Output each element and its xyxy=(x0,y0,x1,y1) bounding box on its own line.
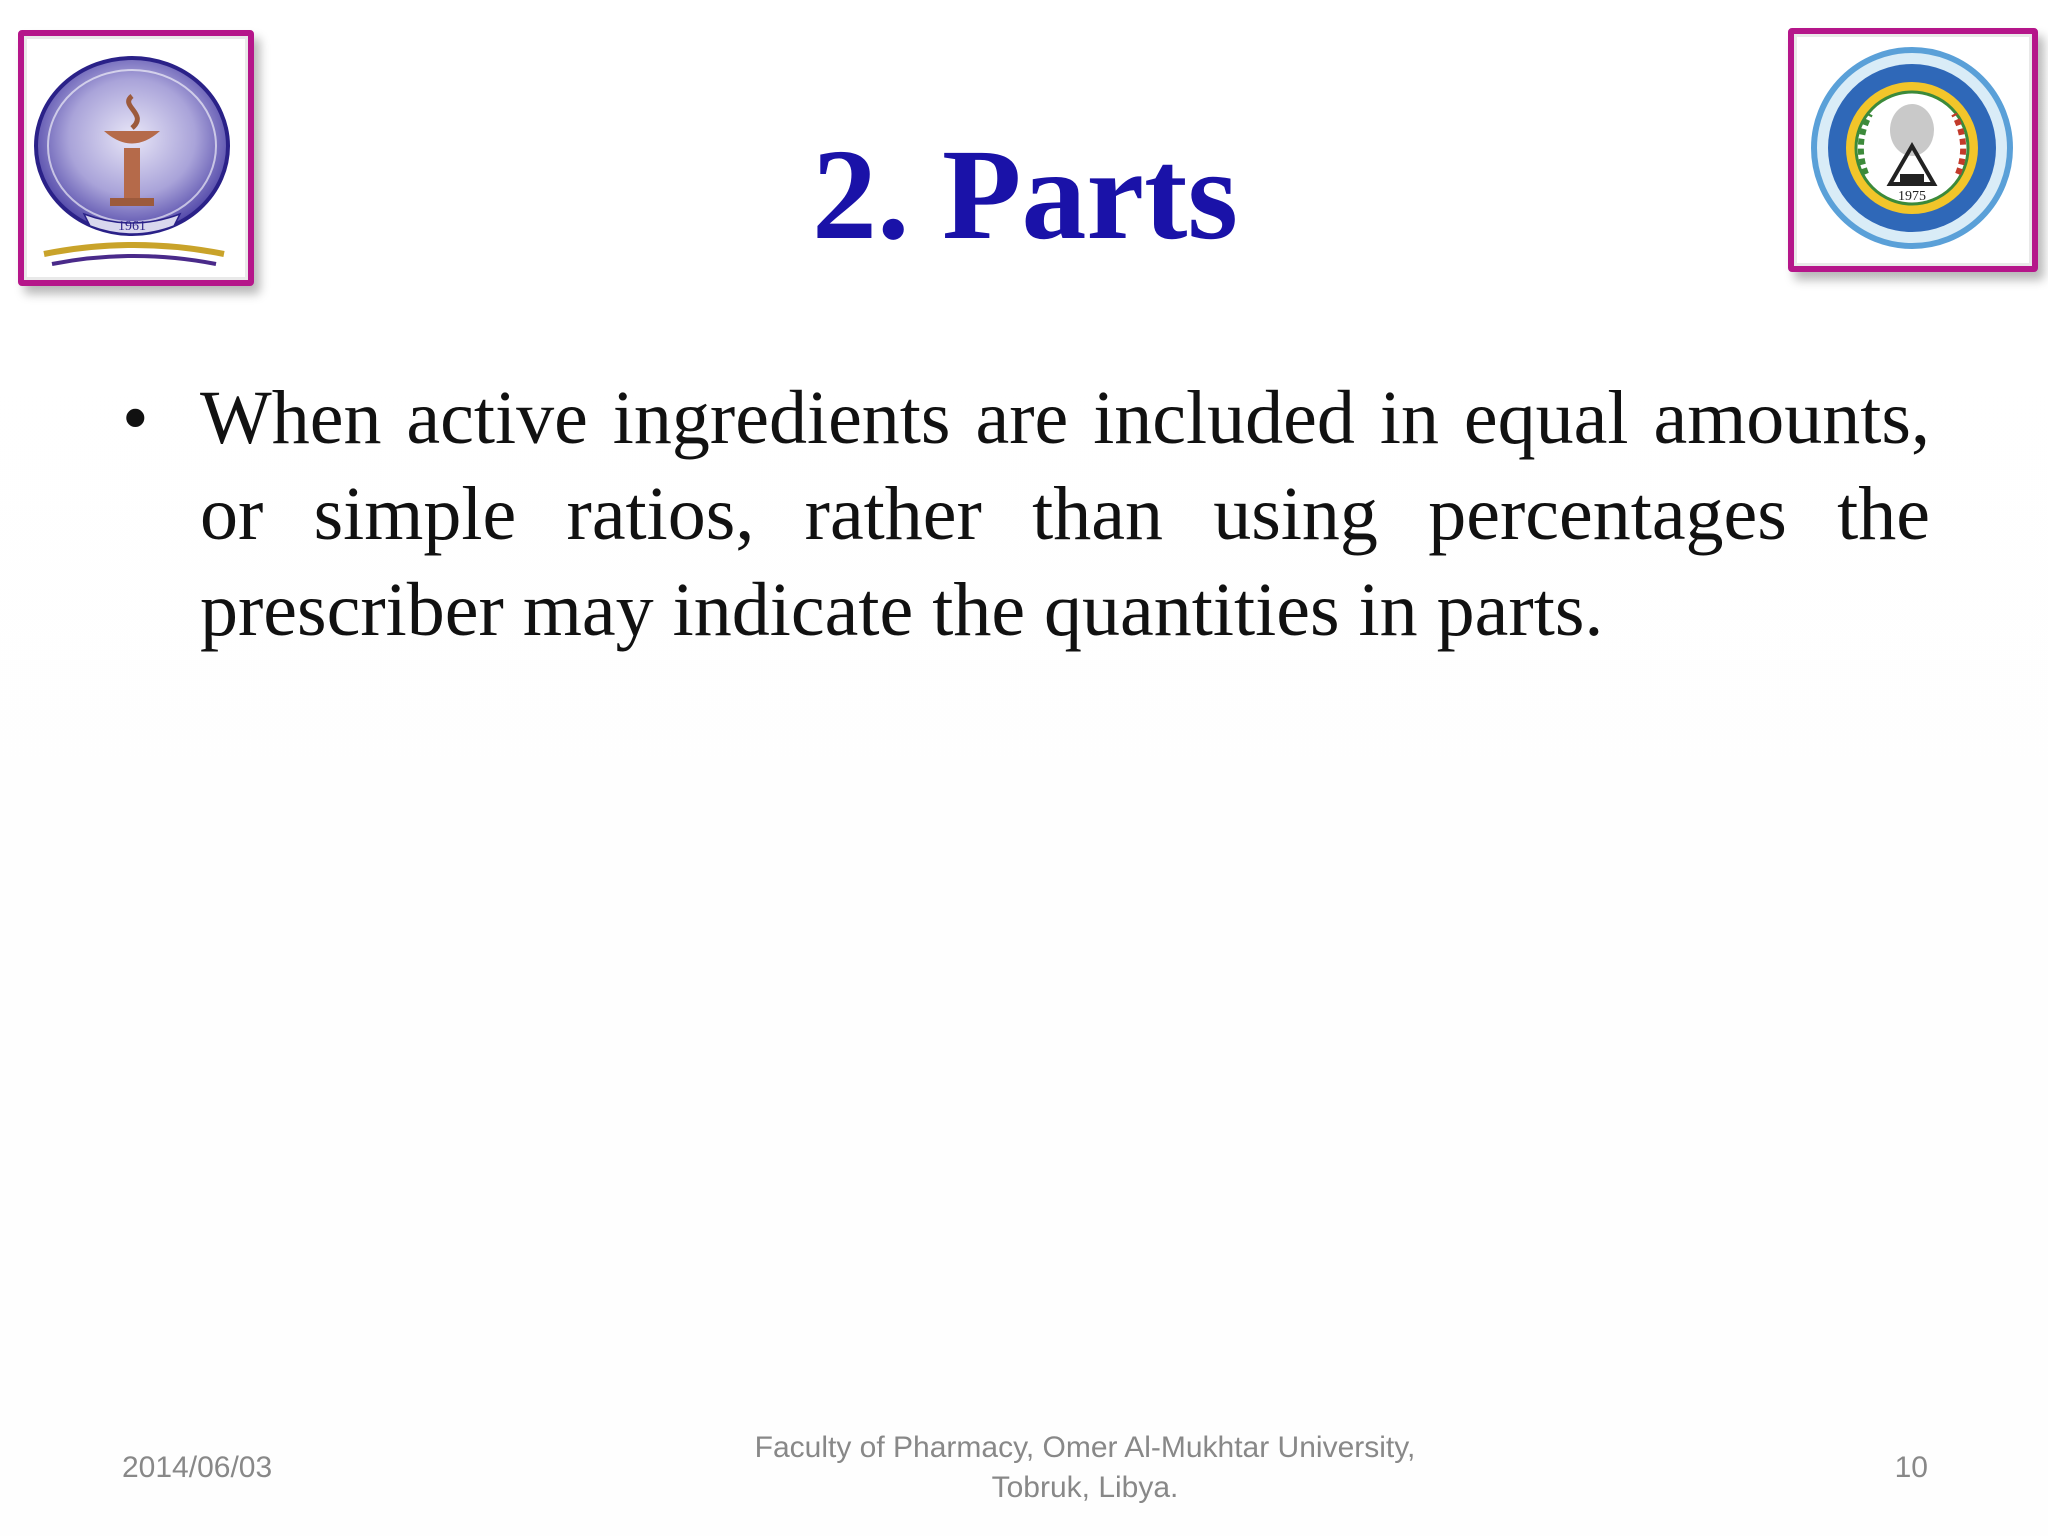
slide-body xyxy=(120,370,1930,658)
bullet-item xyxy=(120,370,1930,658)
bullet-text: When active ingredients are included in equal amounts, or simple ratios, rather than using percentages the prescriber may indicate the quantities in parts. xyxy=(200,376,1930,652)
footer-institution xyxy=(640,1428,1530,1508)
footer-institution-line1: Faculty of Pharmacy, Omer Al-Mukhtar University, xyxy=(754,1431,1416,1464)
bullet-icon: • xyxy=(122,376,149,460)
page-number: 10 xyxy=(1894,1451,1928,1484)
footer-institution-line2: Tobruk, Libya. xyxy=(991,1471,1179,1504)
svg-text:1961: 1961 xyxy=(118,219,146,234)
footer-date: 2014/06/03 xyxy=(122,1451,273,1484)
logo-right-frame xyxy=(1788,28,2038,272)
slide-title: 2. Parts xyxy=(812,123,1238,267)
logo-left-frame xyxy=(18,30,254,286)
svg-text:1975: 1975 xyxy=(1898,189,1926,204)
university-seal-icon xyxy=(1794,34,2032,266)
pharmacy-faculty-emblem-icon xyxy=(24,36,248,280)
